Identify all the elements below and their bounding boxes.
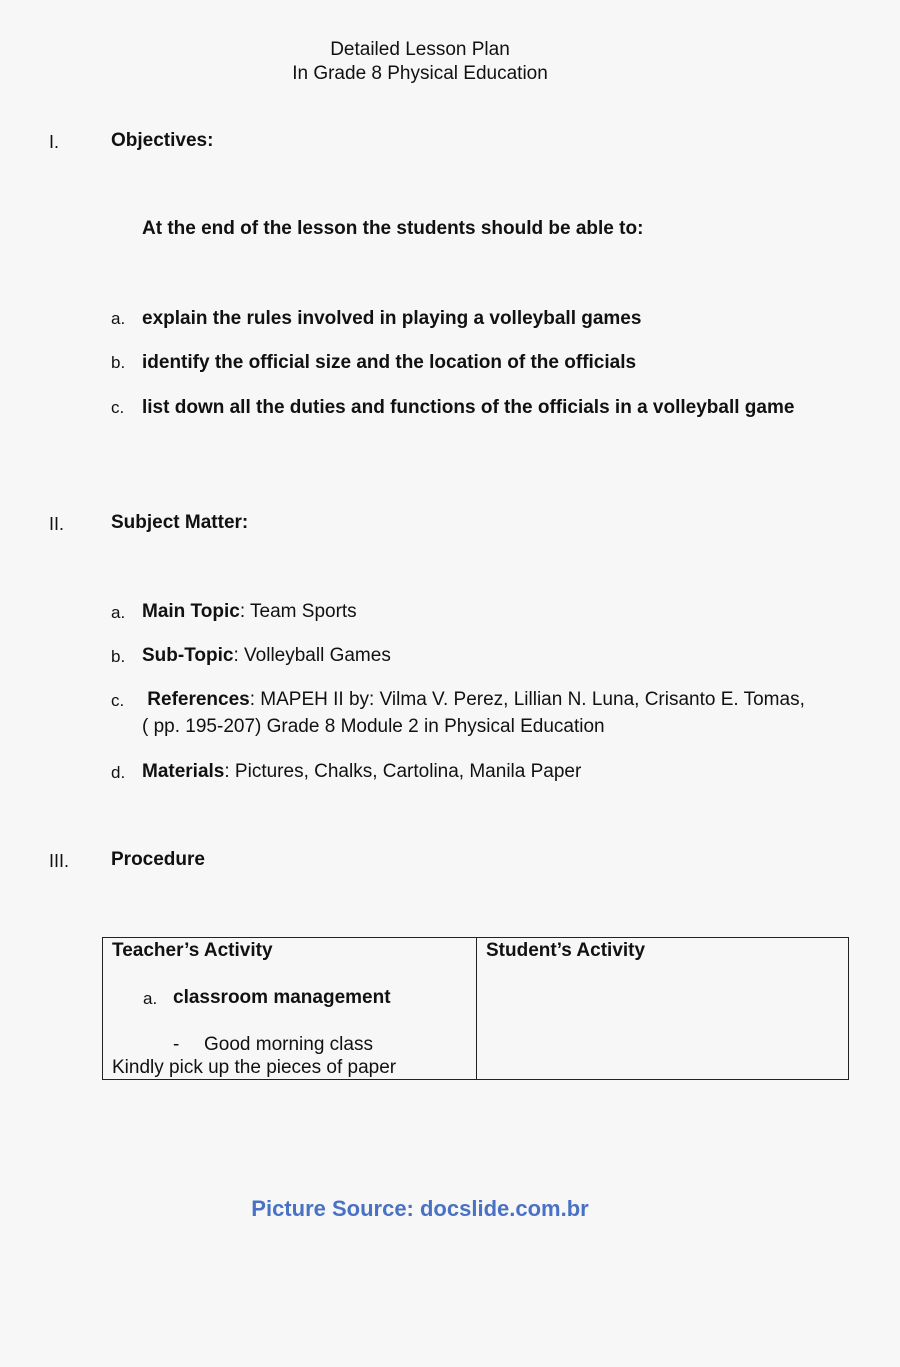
table-sub-letter: a. xyxy=(143,989,158,1008)
subject-value: : MAPEH II by: Vilma V. Perez, Lillian N. Luna, Crisanto E. Tomas,( pp. 195-207) Grade 8 Module 2 in Physical Education xyxy=(142,689,805,737)
classroom-management-heading: classroom management xyxy=(173,987,391,1008)
teacher-line-greeting: Good morning class xyxy=(204,1034,373,1055)
subject-label: Sub-Topic xyxy=(142,645,234,666)
objective-item: explain the rules involved in playing a volleyball games xyxy=(142,308,642,329)
subject-letter: c. xyxy=(111,691,125,710)
section-numeral-subject-matter: II. xyxy=(49,514,65,534)
objective-letter: a. xyxy=(111,309,126,328)
picture-source: Picture Source: docslide.com.br xyxy=(251,1196,589,1221)
subject-label: Materials xyxy=(142,761,225,782)
procedure-table xyxy=(102,937,849,1080)
subject-letter: d. xyxy=(111,763,126,782)
section-heading-objectives: Objectives: xyxy=(111,130,214,151)
section-heading-procedure: Procedure xyxy=(111,849,205,870)
teacher-line-instruction: Kindly pick up the pieces of paper xyxy=(112,1057,397,1078)
section-heading-subject-matter: Subject Matter: xyxy=(111,512,249,533)
subject-value: : Team Sports xyxy=(239,601,357,622)
document-subtitle: In Grade 8 Physical Education xyxy=(292,63,548,84)
section-numeral-objectives: I. xyxy=(49,132,60,152)
subject-label: Main Topic xyxy=(142,601,240,622)
student-activity-header: Student’s Activity xyxy=(486,940,646,961)
section-numeral-procedure: III. xyxy=(49,851,70,871)
teacher-activity-header: Teacher’s Activity xyxy=(112,940,273,961)
table-column-divider xyxy=(476,938,477,1079)
subject-value: : Pictures, Chalks, Cartolina, Manila Paper xyxy=(224,761,582,782)
subject-item-sub-topic xyxy=(142,642,391,669)
subject-letter: b. xyxy=(111,647,126,666)
subject-item-main-topic xyxy=(142,598,357,625)
subject-letter: a. xyxy=(111,603,126,622)
dash-bullet: - xyxy=(173,1034,180,1055)
objective-item: identify the official size and the location of the officials xyxy=(142,352,637,373)
objectives-intro: At the end of the lesson the students should be able to: xyxy=(142,218,644,239)
subject-label: References xyxy=(147,689,250,710)
subject-item-materials xyxy=(142,758,581,785)
subject-value: : Volleyball Games xyxy=(233,645,391,666)
objective-letter: b. xyxy=(111,353,126,372)
objective-item: list down all the duties and functions of the officials in a volleyball game xyxy=(142,397,795,418)
document-title: Detailed Lesson Plan xyxy=(330,39,510,60)
subject-item-references xyxy=(142,686,807,740)
objective-letter: c. xyxy=(111,398,125,417)
